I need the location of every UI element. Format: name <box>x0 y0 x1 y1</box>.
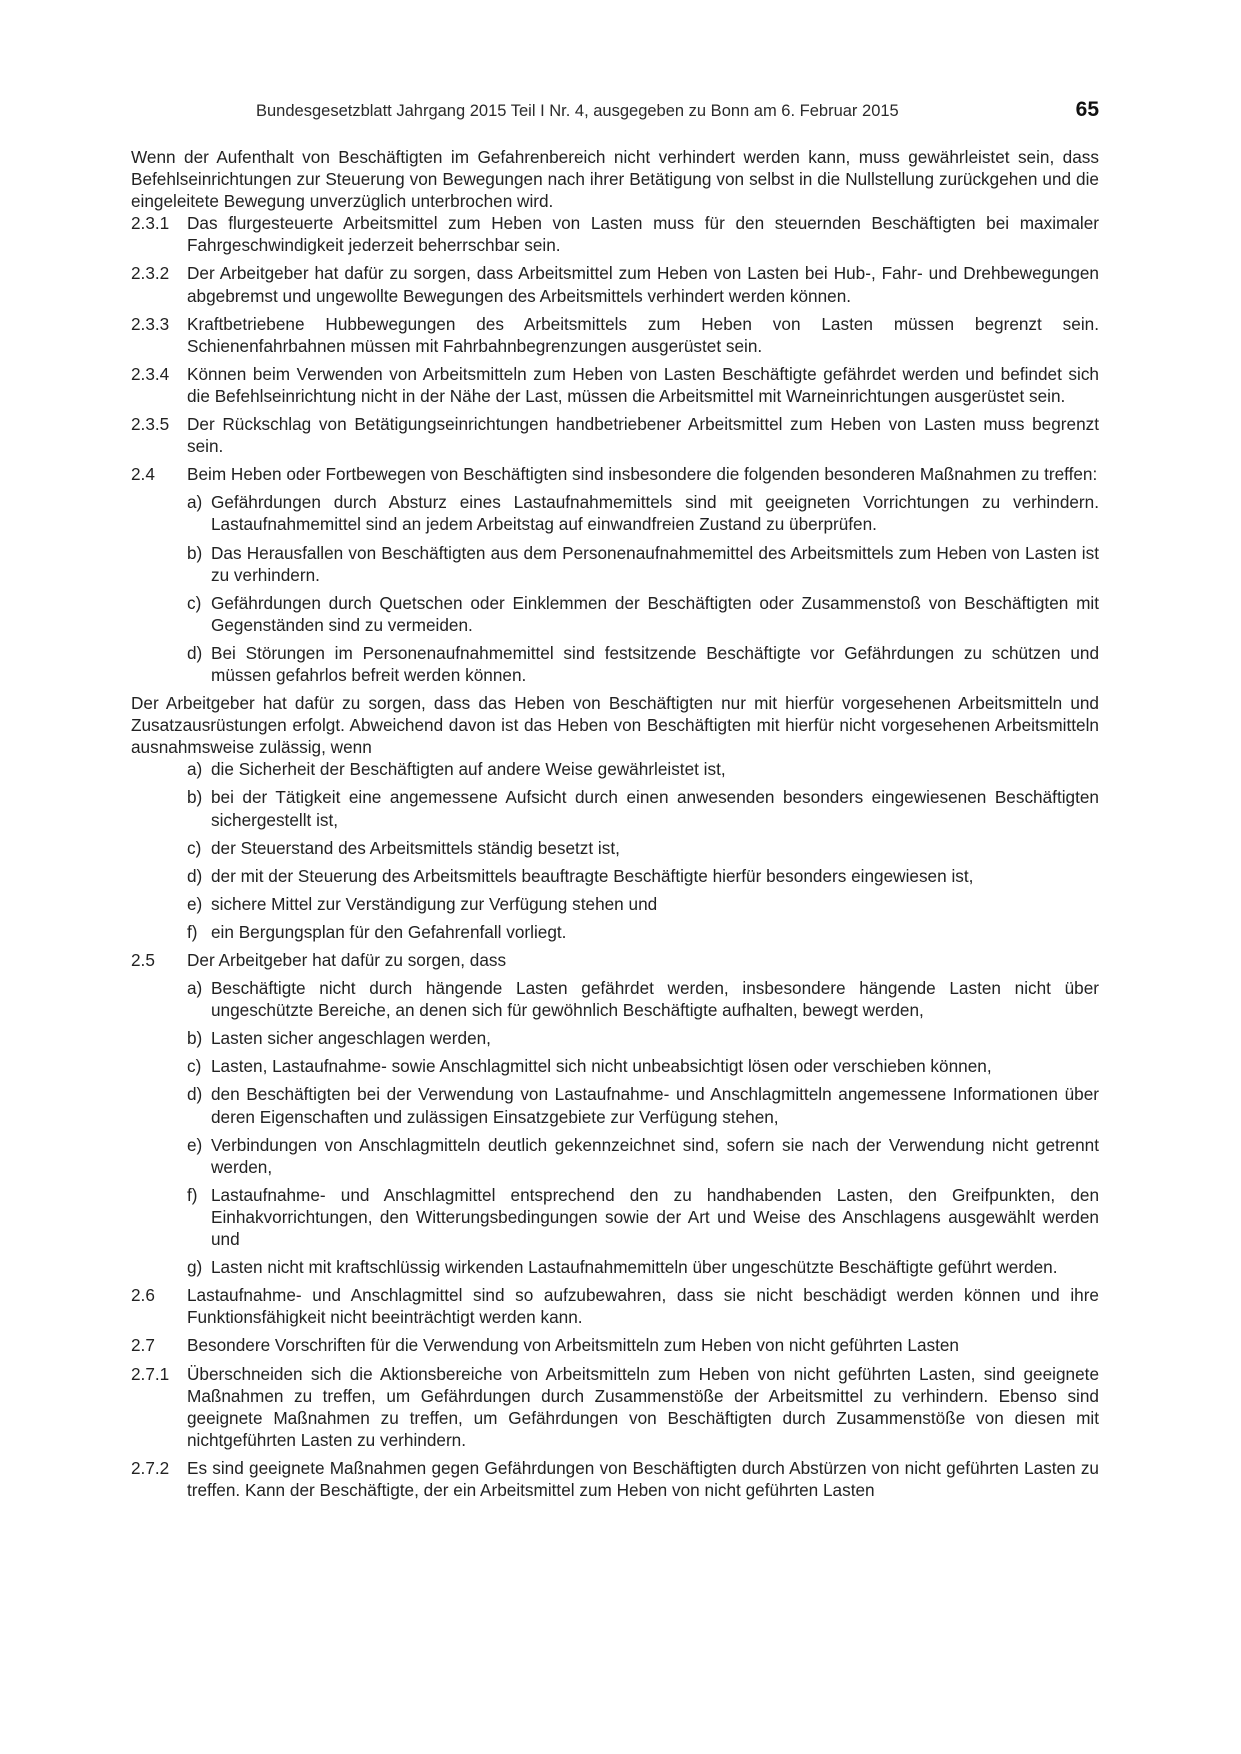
section-text: Beim Heben oder Fortbewegen von Beschäftigten sind insbesondere die folgenden besonderen Maßnahmen zu treffen: <box>187 464 1098 485</box>
list-text: bei der Tätigkeit eine angemessene Aufsicht durch einen anwesenden besonders eingewiesenen Beschäftigten sichergestellt ist, <box>211 787 1099 830</box>
list-letter: d) <box>187 1084 203 1105</box>
section-number: 2.7 <box>131 1335 155 1356</box>
list-item <box>131 893 1099 915</box>
list-text: Lasten nicht mit kraftschlüssig wirkenden Lastaufnahmemitteln über ungeschützte Beschäftigte geführt werden. <box>211 1257 1058 1278</box>
section-number: 2.5 <box>131 950 155 970</box>
list-text: ein Bergungsplan für den Gefahrenfall vorliegt. <box>211 921 567 942</box>
section-2-3-2 <box>131 262 1099 306</box>
section-2-3-3 <box>131 313 1099 357</box>
section-number: 2.4 <box>131 464 155 485</box>
list-letter: c) <box>187 1056 202 1077</box>
section-text: Besondere Vorschriften für die Verwendung von Arbeitsmitteln zum Heben von nicht geführten Lasten <box>187 1335 959 1356</box>
section-2-4-paragraph: Der Arbeitgeber hat dafür zu sorgen, dass das Heben von Beschäftigten nur mit hierfür vorgesehenen Arbeitsmitteln und Zusatzausrüstungen erfolgt. Abweichend davon ist das Heben von Beschäftigten mit hierfür nicht vorgesehenen Arbeitsmitteln ausnahmsweise zulässig, wenn <box>131 693 1099 758</box>
section-number: 2.3.5 <box>131 414 170 435</box>
list-text: Das Herausfallen von Beschäftigten aus dem Personenaufnahmemittel des Arbeitsmittels zum Heben von Lasten ist zu verhindern. <box>211 542 1099 585</box>
section-number: 2.3.2 <box>131 263 170 284</box>
list-item <box>131 1055 1099 1077</box>
section-2-6 <box>131 1284 1099 1328</box>
list-letter: e) <box>187 1134 203 1155</box>
list-item <box>131 837 1099 859</box>
section-2-3-5 <box>131 413 1099 457</box>
section-2-3-1 <box>131 212 1099 256</box>
list-item <box>131 1083 1099 1127</box>
section-number: 2.6 <box>131 1285 155 1306</box>
section-2-7 <box>131 1334 1099 1356</box>
list-text: den Beschäftigten bei der Verwendung von Lastaufnahme- und Anschlagmitteln angemessene Informationen über deren Eigenschaften und zulässigen Einsatzgebiete zur Verfügung stehen, <box>211 1084 1099 1127</box>
list-letter: f) <box>187 1184 198 1205</box>
section-2-3-4 <box>131 363 1099 407</box>
list-letter: d) <box>187 865 203 886</box>
list-text: sichere Mittel zur Verständigung zur Verfügung stehen und <box>211 893 658 914</box>
list-item <box>131 758 1099 780</box>
section-text: Der Rückschlag von Betätigungseinrichtungen handbetriebener Arbeitsmittel zum Heben von Lasten muss begrenzt sein. <box>187 414 1099 457</box>
section-text: Können beim Verwenden von Arbeitsmitteln zum Heben von Lasten Beschäftigte gefährdet werden und befindet sich die Befehlseinrichtung nicht in der Nähe der Last, müssen die Arbeitsmittel mit Warneinrichtungen ausgerüstet sein. <box>187 363 1099 406</box>
section-text: Überschneiden sich die Aktionsbereiche von Arbeitsmitteln zum Heben von nicht geführten Lasten, sind geeignete Maßnahmen zu treffen, um Gefährdungen durch Zusammenstöße der Arbeitsmittel zu verhindern. Ebenso sind geeignete Maßnahmen zu treffen, um Gefährdungen von Beschäftigten durch Zusammenstöße von diesen mit nichtgeführten Lasten zu verhindern. <box>187 1363 1099 1450</box>
section-text: Kraftbetriebene Hubbewegungen des Arbeitsmittels zum Heben von Lasten müssen begrenzt sein. Schienenfahrbahnen müssen mit Fahrbahnbegrenzungen ausgerüstet sein. <box>187 313 1099 356</box>
section-text: Lastaufnahme- und Anschlagmittel sind so aufzubewahren, dass sie nicht beschädigt werden können und ihre Funktionsfähigkeit nicht beeinträchtigt werden kann. <box>187 1285 1099 1328</box>
list-item <box>131 865 1099 887</box>
list-letter: f) <box>187 921 198 942</box>
list-text: Bei Störungen im Personenaufnahmemittel sind festsitzende Beschäftigte vor Gefährdungen zu schützen und müssen gefahrlos befreit werden können. <box>211 642 1099 685</box>
section-number: 2.7.2 <box>131 1457 170 1478</box>
list-letter: c) <box>187 592 202 613</box>
list-item <box>131 1256 1099 1278</box>
list-text: Verbindungen von Anschlagmitteln deutlich gekennzeichnet sind, sofern sie nach der Verwendung nicht getrennt werden, <box>211 1134 1099 1177</box>
list-letter: b) <box>187 542 203 563</box>
list-letter: c) <box>187 837 202 858</box>
section-text: Es sind geeignete Maßnahmen gegen Gefährdungen von Beschäftigten durch Abstürzen von nicht geführten Lasten zu treffen. Kann der Beschäftigte, der ein Arbeitsmittel zum Heben von nicht geführten Lasten <box>187 1457 1099 1500</box>
list-letter: g) <box>187 1257 203 1278</box>
list-item <box>131 1027 1099 1049</box>
list-letter: e) <box>187 893 203 914</box>
document-body <box>131 146 1099 1507</box>
list-text: Beschäftigte nicht durch hängende Lasten gefährdet werden, insbesondere hängende Lasten nicht über ungeschützte Bereiche, an denen sich für gewöhnlich Beschäftigte aufhalten, bewegt werden, <box>211 978 1099 1021</box>
list-text: der Steuerstand des Arbeitsmittels ständig besetzt ist, <box>211 837 620 858</box>
section-number: 2.3.3 <box>131 313 170 334</box>
section-number: 2.7.1 <box>131 1363 170 1384</box>
section-text: Der Arbeitgeber hat dafür zu sorgen, dass Arbeitsmittel zum Heben von Lasten bei Hub-, Fahr- und Drehbewegungen abgebremst und ungewollte Bewegungen des Arbeitsmittels verhindert werden können. <box>187 263 1099 306</box>
list-item <box>131 921 1099 943</box>
list-text: Lasten, Lastaufnahme- sowie Anschlagmittel sich nicht unbeabsichtigt lösen oder verschieben können, <box>211 1056 992 1077</box>
list-item <box>131 592 1099 636</box>
running-header-title: Bundesgesetzblatt Jahrgang 2015 Teil I Nr. 4, ausgegeben zu Bonn am 6. Februar 2015 <box>256 102 899 120</box>
list-letter: b) <box>187 1028 203 1049</box>
list-item <box>131 491 1099 535</box>
list-letter: a) <box>187 759 203 780</box>
section-text: Der Arbeitgeber hat dafür zu sorgen, dass <box>187 950 507 970</box>
list-letter: d) <box>187 642 203 663</box>
section-text: Das flurgesteuerte Arbeitsmittel zum Heben von Lasten muss für den steuernden Beschäftigten bei maximaler Fahrgeschwindigkeit jederzeit beherrschbar sein. <box>187 213 1099 256</box>
section-2-4 <box>131 463 1099 485</box>
list-letter: a) <box>187 492 203 513</box>
list-item <box>131 786 1099 830</box>
list-item <box>131 1184 1099 1250</box>
page-header <box>0 98 1241 128</box>
section-2-7-1 <box>131 1363 1099 1451</box>
section-2-7-2 <box>131 1457 1099 1501</box>
section-number: 2.3.4 <box>131 363 170 384</box>
list-text: Gefährdungen durch Absturz eines Lastaufnahmemittels sind mit geeigneten Vorrichtungen zu verhindern. Lastaufnahmemittel sind an jedem Arbeitstag auf einwandfreien Zustand zu überprüfen. <box>211 492 1099 535</box>
list-text: Gefährdungen durch Quetschen oder Einklemmen der Beschäftigten oder Zusammenstoß von Beschäftigten mit Gegenständen sind zu vermeiden. <box>211 592 1099 635</box>
list-text: Lastaufnahme- und Anschlagmittel entsprechend den zu handhabenden Lasten, den Greifpunkten, den Einhakvorrichtungen, den Witterungsbedingungen sowie der Art und Weise des Anschlagens ausgewählt werden und <box>211 1184 1099 1250</box>
list-item <box>131 542 1099 586</box>
section-number: 2.3.1 <box>131 213 170 234</box>
list-letter: b) <box>187 787 203 808</box>
list-letter: a) <box>187 978 203 999</box>
list-text: die Sicherheit der Beschäftigten auf andere Weise gewährleistet ist, <box>211 759 726 780</box>
page-number: 65 <box>1075 98 1099 121</box>
section-2-5 <box>131 949 1099 971</box>
list-text: der mit der Steuerung des Arbeitsmittels beauftragte Beschäftigte hierfür besonders eingewiesen ist, <box>211 865 974 886</box>
list-item <box>131 1134 1099 1178</box>
list-text: Lasten sicher angeschlagen werden, <box>211 1028 491 1049</box>
list-item <box>131 642 1099 686</box>
list-item <box>131 977 1099 1021</box>
intro-paragraph: Wenn der Aufenthalt von Beschäftigten im Gefahrenbereich nicht verhindert werden kann, muss gewährleistet sein, dass Befehlseinrichtungen zur Steuerung von Bewegungen nach ihrer Betätigung von selbst in die Nullstellung zurückgehen und die eingeleitete Bewegung unverzüglich unterbrochen wird. <box>131 147 1099 212</box>
